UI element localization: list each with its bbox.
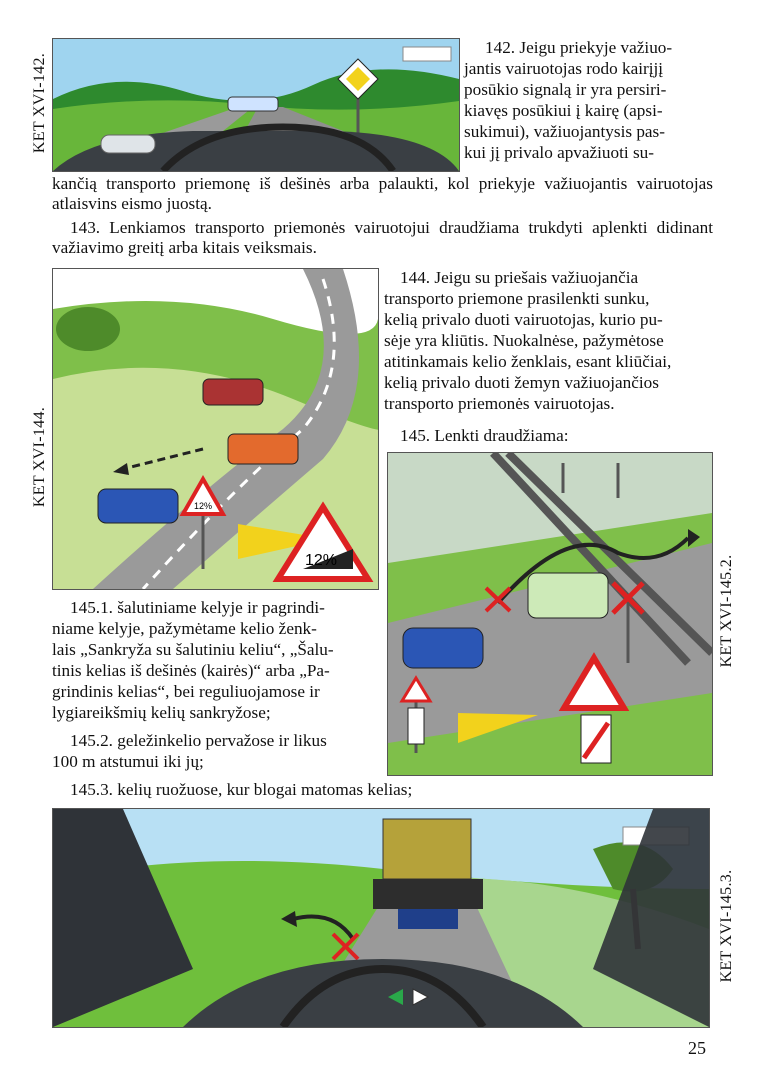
- paragraph-145: 145. Lenkti draudžiama:: [400, 426, 569, 445]
- paragraph-144-line: sėje yra kliūtis. Nuokalnėse, pažymėtose: [384, 331, 664, 350]
- figure-caption-142: KET XVI-142.: [31, 52, 48, 154]
- paragraph-144-line: transporto priemonės vairuotojas.: [384, 394, 615, 413]
- paragraph-144-line: kelią privalo duoti vairuotojas, kurio pu-: [384, 310, 663, 329]
- figure-142-illustration: [52, 38, 460, 172]
- paragraph-143: 143. Lenkiamos transporto priemonės vairuotojui draudžiama trukdyti aplenkti didinant važiavimo greitį arba kitais veiksmais.: [52, 218, 713, 258]
- figure-145-2-illustration: [387, 452, 713, 776]
- paragraph-145-2-line: 145.2. geležinkelio pervažose ir likus: [70, 731, 327, 750]
- figure-caption-145-2: KET XVI-145.2.: [718, 554, 735, 668]
- paragraph-145-1-line: tinis kelias iš dešinės (kairės)“ arba „Pa-: [52, 661, 330, 680]
- grade-sign-big-label: 12%: [304, 552, 338, 569]
- paragraph-145-1-line: lais „Sankryža su šalutiniu keliu“, „Šalu-: [52, 640, 334, 659]
- paragraph-142-line: kiavęs posūkiui į kairę (apsi-: [464, 101, 663, 120]
- paragraph-144-line: atitinkamais kelio ženklais, esant kliūčiai,: [384, 352, 672, 371]
- figure-145-3-illustration: [52, 808, 710, 1028]
- paragraph-142-line: jantis vairuotojas rodo kairįjį: [464, 59, 664, 78]
- paragraph-144-line: kelią privalo duoti žemyn važiuojančios: [384, 373, 659, 392]
- figure-caption-145-3: KET XVI-145.3.: [718, 869, 735, 983]
- paragraph-142-line: 142. Jeigu priekyje važiuo-: [485, 38, 673, 57]
- figure-caption-144: KET XVI-144.: [31, 406, 48, 508]
- paragraph-142-line: posūkio signalą ir yra persiri-: [464, 80, 667, 99]
- paragraph-142-line: kui jį privalo apvažiuoti su-: [464, 143, 654, 162]
- paragraph-145-1-line: grindinis kelias“, bei reguliuojamose ir: [52, 682, 320, 701]
- grade-sign-small-label: 12%: [193, 501, 213, 511]
- paragraph-144-line: 144. Jeigu su priešais važiuojančia: [400, 268, 639, 287]
- figure-144-illustration: [52, 268, 379, 590]
- paragraph-145-2-line: 100 m atstumui iki jų;: [52, 752, 204, 771]
- paragraph-145-1-line: niame kelyje, pažymėtame kelio ženk-: [52, 619, 317, 638]
- paragraph-145-1-line: 145.1. šalutiniame kelyje ir pagrindi-: [70, 598, 325, 617]
- paragraph-142-line: sukimui), važiuojantysis pas-: [464, 122, 665, 141]
- paragraph-145-3: 145.3. kelių ruožuose, kur blogai matomas kelias;: [70, 780, 413, 799]
- paragraph-142-continued: kančią transporto priemonę iš dešinės arba palaukti, kol priekyje važiuojantis vairuotojas atlaisvins eismo juostą.: [52, 174, 713, 214]
- paragraph-145-1-line: lygiareikšmių kelių sankryžose;: [52, 703, 271, 722]
- paragraph-144-line: transporto priemone prasilenkti sunku,: [384, 289, 650, 308]
- page-number: 25: [688, 1038, 706, 1058]
